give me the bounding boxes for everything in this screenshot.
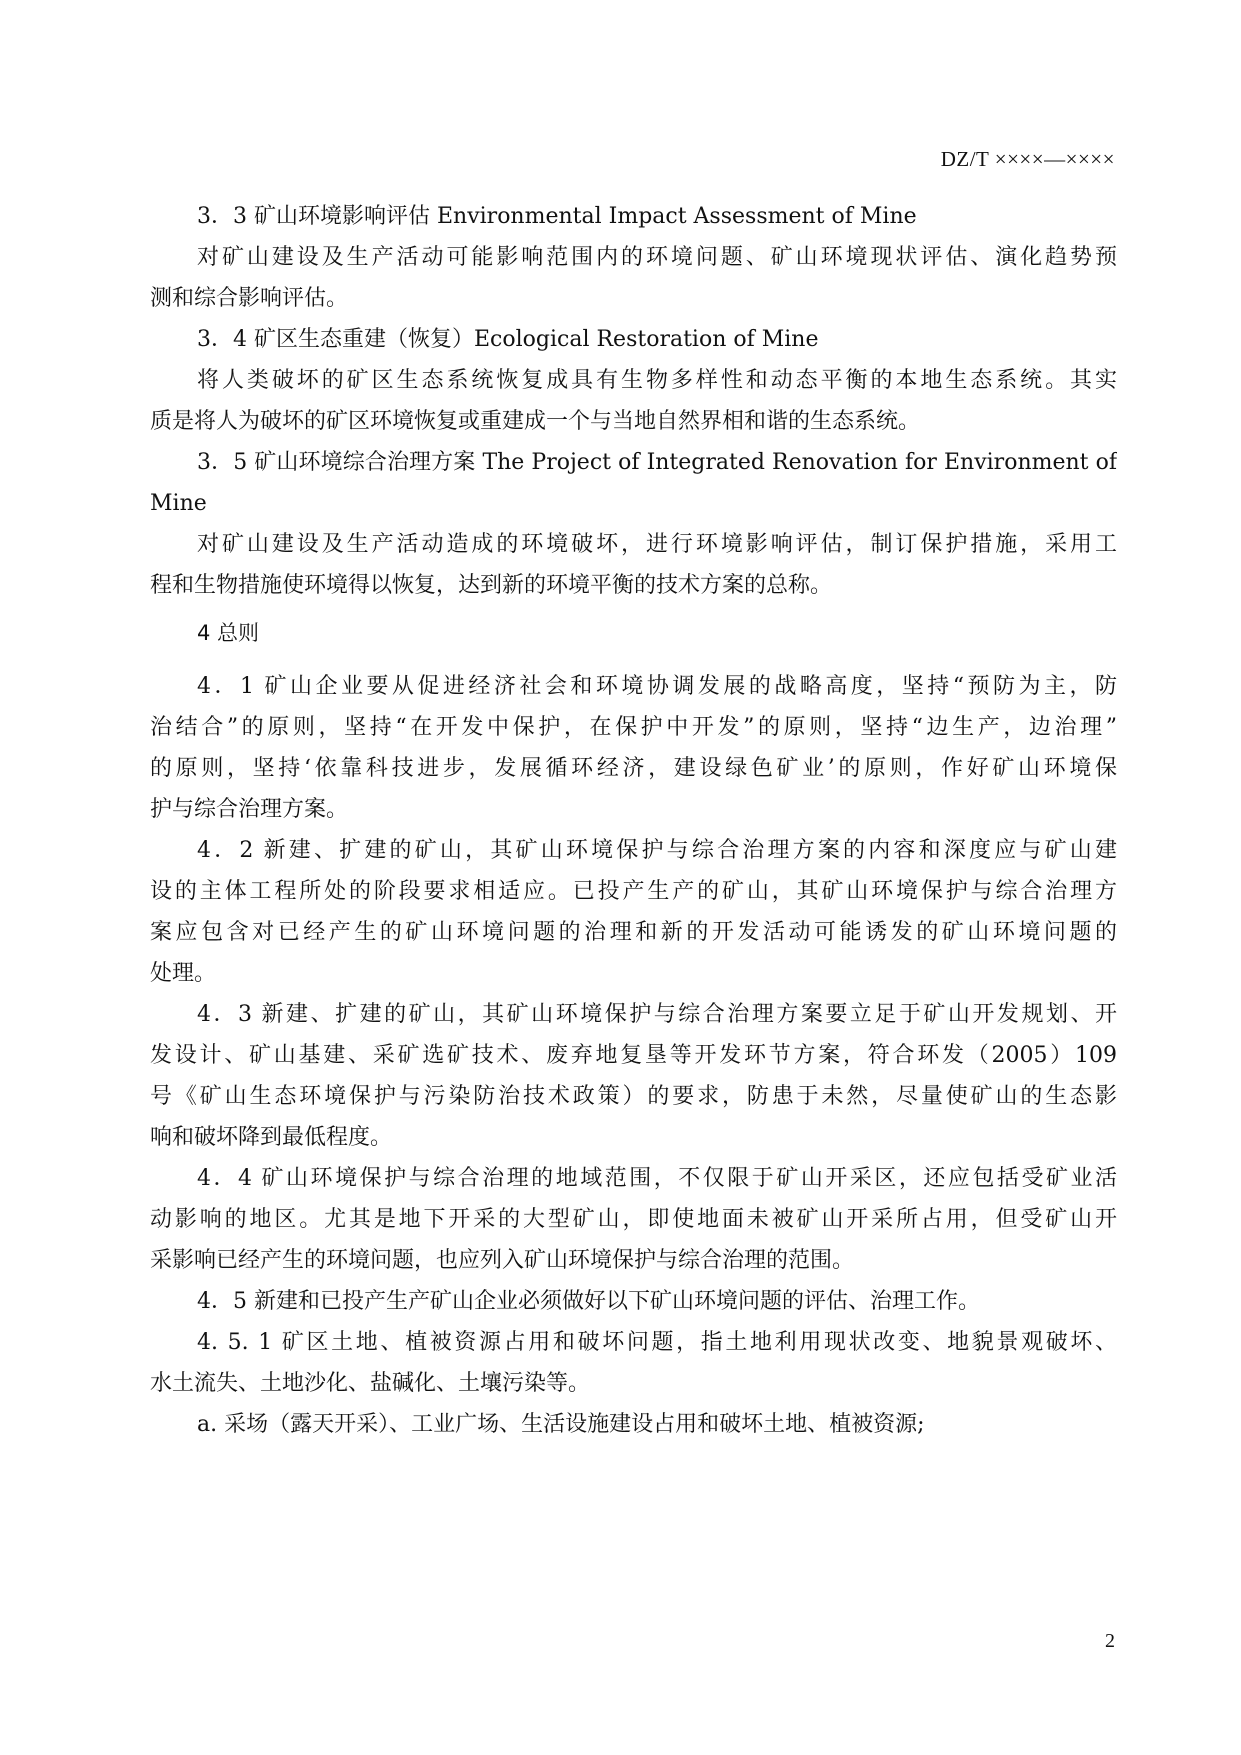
section-3-4-title: 3．4 矿区生态重建（恢复）Ecological Restoration of Mine bbox=[197, 327, 819, 352]
paragraph-line: 将人类破坏的矿区生态系统恢复成具有生物多样性和动态平衡的本地生态系统。其实 bbox=[197, 368, 1117, 393]
paragraph-line: 号《矿山生态环境保护与污染防治技术政策）的要求，防患于未然，尽量使矿山的生态影 bbox=[150, 1084, 1117, 1109]
paragraph-line: 4. 5. 1 矿区土地、植被资源占用和破坏问题，指土地利用现状改变、地貌景观破坏、 bbox=[197, 1330, 1117, 1355]
paragraph-line: 发设计、矿山基建、采矿选矿技术、废弃地复垦等开发环节方案，符合环发（2005）109 bbox=[150, 1043, 1117, 1068]
document-body bbox=[150, 196, 1117, 1445]
paragraph-line: 4．3 新建、扩建的矿山，其矿山环境保护与综合治理方案要立足于矿山开发规划、开 bbox=[197, 1002, 1117, 1027]
paragraph-line: 4．2 新建、扩建的矿山，其矿山环境保护与综合治理方案的内容和深度应与矿山建 bbox=[197, 838, 1117, 863]
paragraph-line: 动影响的地区。尤其是地下开采的大型矿山，即使地面未被矿山开采所占用，但受矿山开 bbox=[150, 1207, 1117, 1232]
list-item-a: a. 采场（露天开采）、工业广场、生活设施建设占用和破坏土地、植被资源; bbox=[197, 1412, 925, 1437]
paragraph-line: 质是将人为破坏的矿区环境恢复或重建成一个与当地自然界相和谐的生态系统。 bbox=[150, 409, 921, 434]
paragraph-line: 水土流失、土地沙化、盐碱化、土壤污染等。 bbox=[150, 1371, 591, 1396]
paragraph-line: 4．5 新建和已投产生产矿山企业必须做好以下矿山环境问题的评估、治理工作。 bbox=[197, 1289, 980, 1314]
paragraph-line: 对矿山建设及生产活动造成的环境破坏，进行环境影响评估，制订保护措施，采用工 bbox=[197, 532, 1117, 557]
paragraph-line: 案应包含对已经产生的矿山环境问题的治理和新的开发活动可能诱发的矿山环境问题的 bbox=[150, 920, 1117, 945]
section-3-3-title: 3．3 矿山环境影响评估 Environmental Impact Assessment of Mine bbox=[197, 204, 917, 229]
paragraph-line: 对矿山建设及生产活动可能影响范围内的环境问题、矿山环境现状评估、演化趋势预 bbox=[197, 245, 1117, 270]
paragraph-line: 护与综合治理方案。 bbox=[150, 797, 349, 822]
paragraph-line: 4．4 矿山环境保护与综合治理的地域范围，不仅限于矿山开采区，还应包括受矿业活 bbox=[197, 1166, 1117, 1191]
paragraph-line: 设的主体工程所处的阶段要求相适应。已投产生产的矿山，其矿山环境保护与综合治理方 bbox=[150, 879, 1117, 904]
paragraph-line: 4．1 矿山企业要从促进经济社会和环境协调发展的战略高度，坚持“预防为主，防 bbox=[197, 674, 1117, 699]
document-code: DZ/T ××××—×××× bbox=[940, 147, 1115, 171]
page-number: 2 bbox=[1105, 1630, 1115, 1652]
paragraph-line: 程和生物措施使环境得以恢复，达到新的环境平衡的技术方案的总称。 bbox=[150, 573, 833, 598]
section-4-heading: 4 总则 bbox=[197, 621, 260, 645]
paragraph-line: 响和破坏降到最低程度。 bbox=[150, 1125, 393, 1150]
section-3-5-title-cont: Mine bbox=[150, 491, 207, 516]
paragraph-line: 的原则，坚持‘依靠科技进步，发展循环经济，建设绿色矿业’的原则，作好矿山环境保 bbox=[150, 756, 1117, 781]
paragraph-line: 测和综合影响评估。 bbox=[150, 286, 349, 311]
paragraph-line: 采影响已经产生的环境问题，也应列入矿山环境保护与综合治理的范围。 bbox=[150, 1248, 855, 1273]
paragraph-line: 治结合”的原则，坚持“在开发中保护，在保护中开发”的原则，坚持“边生产，边治理” bbox=[150, 715, 1117, 740]
paragraph-line: 处理。 bbox=[150, 961, 217, 986]
section-3-5-title: 3．5 矿山环境综合治理方案 The Project of Integrated Renovation for Environment of bbox=[197, 450, 1117, 475]
